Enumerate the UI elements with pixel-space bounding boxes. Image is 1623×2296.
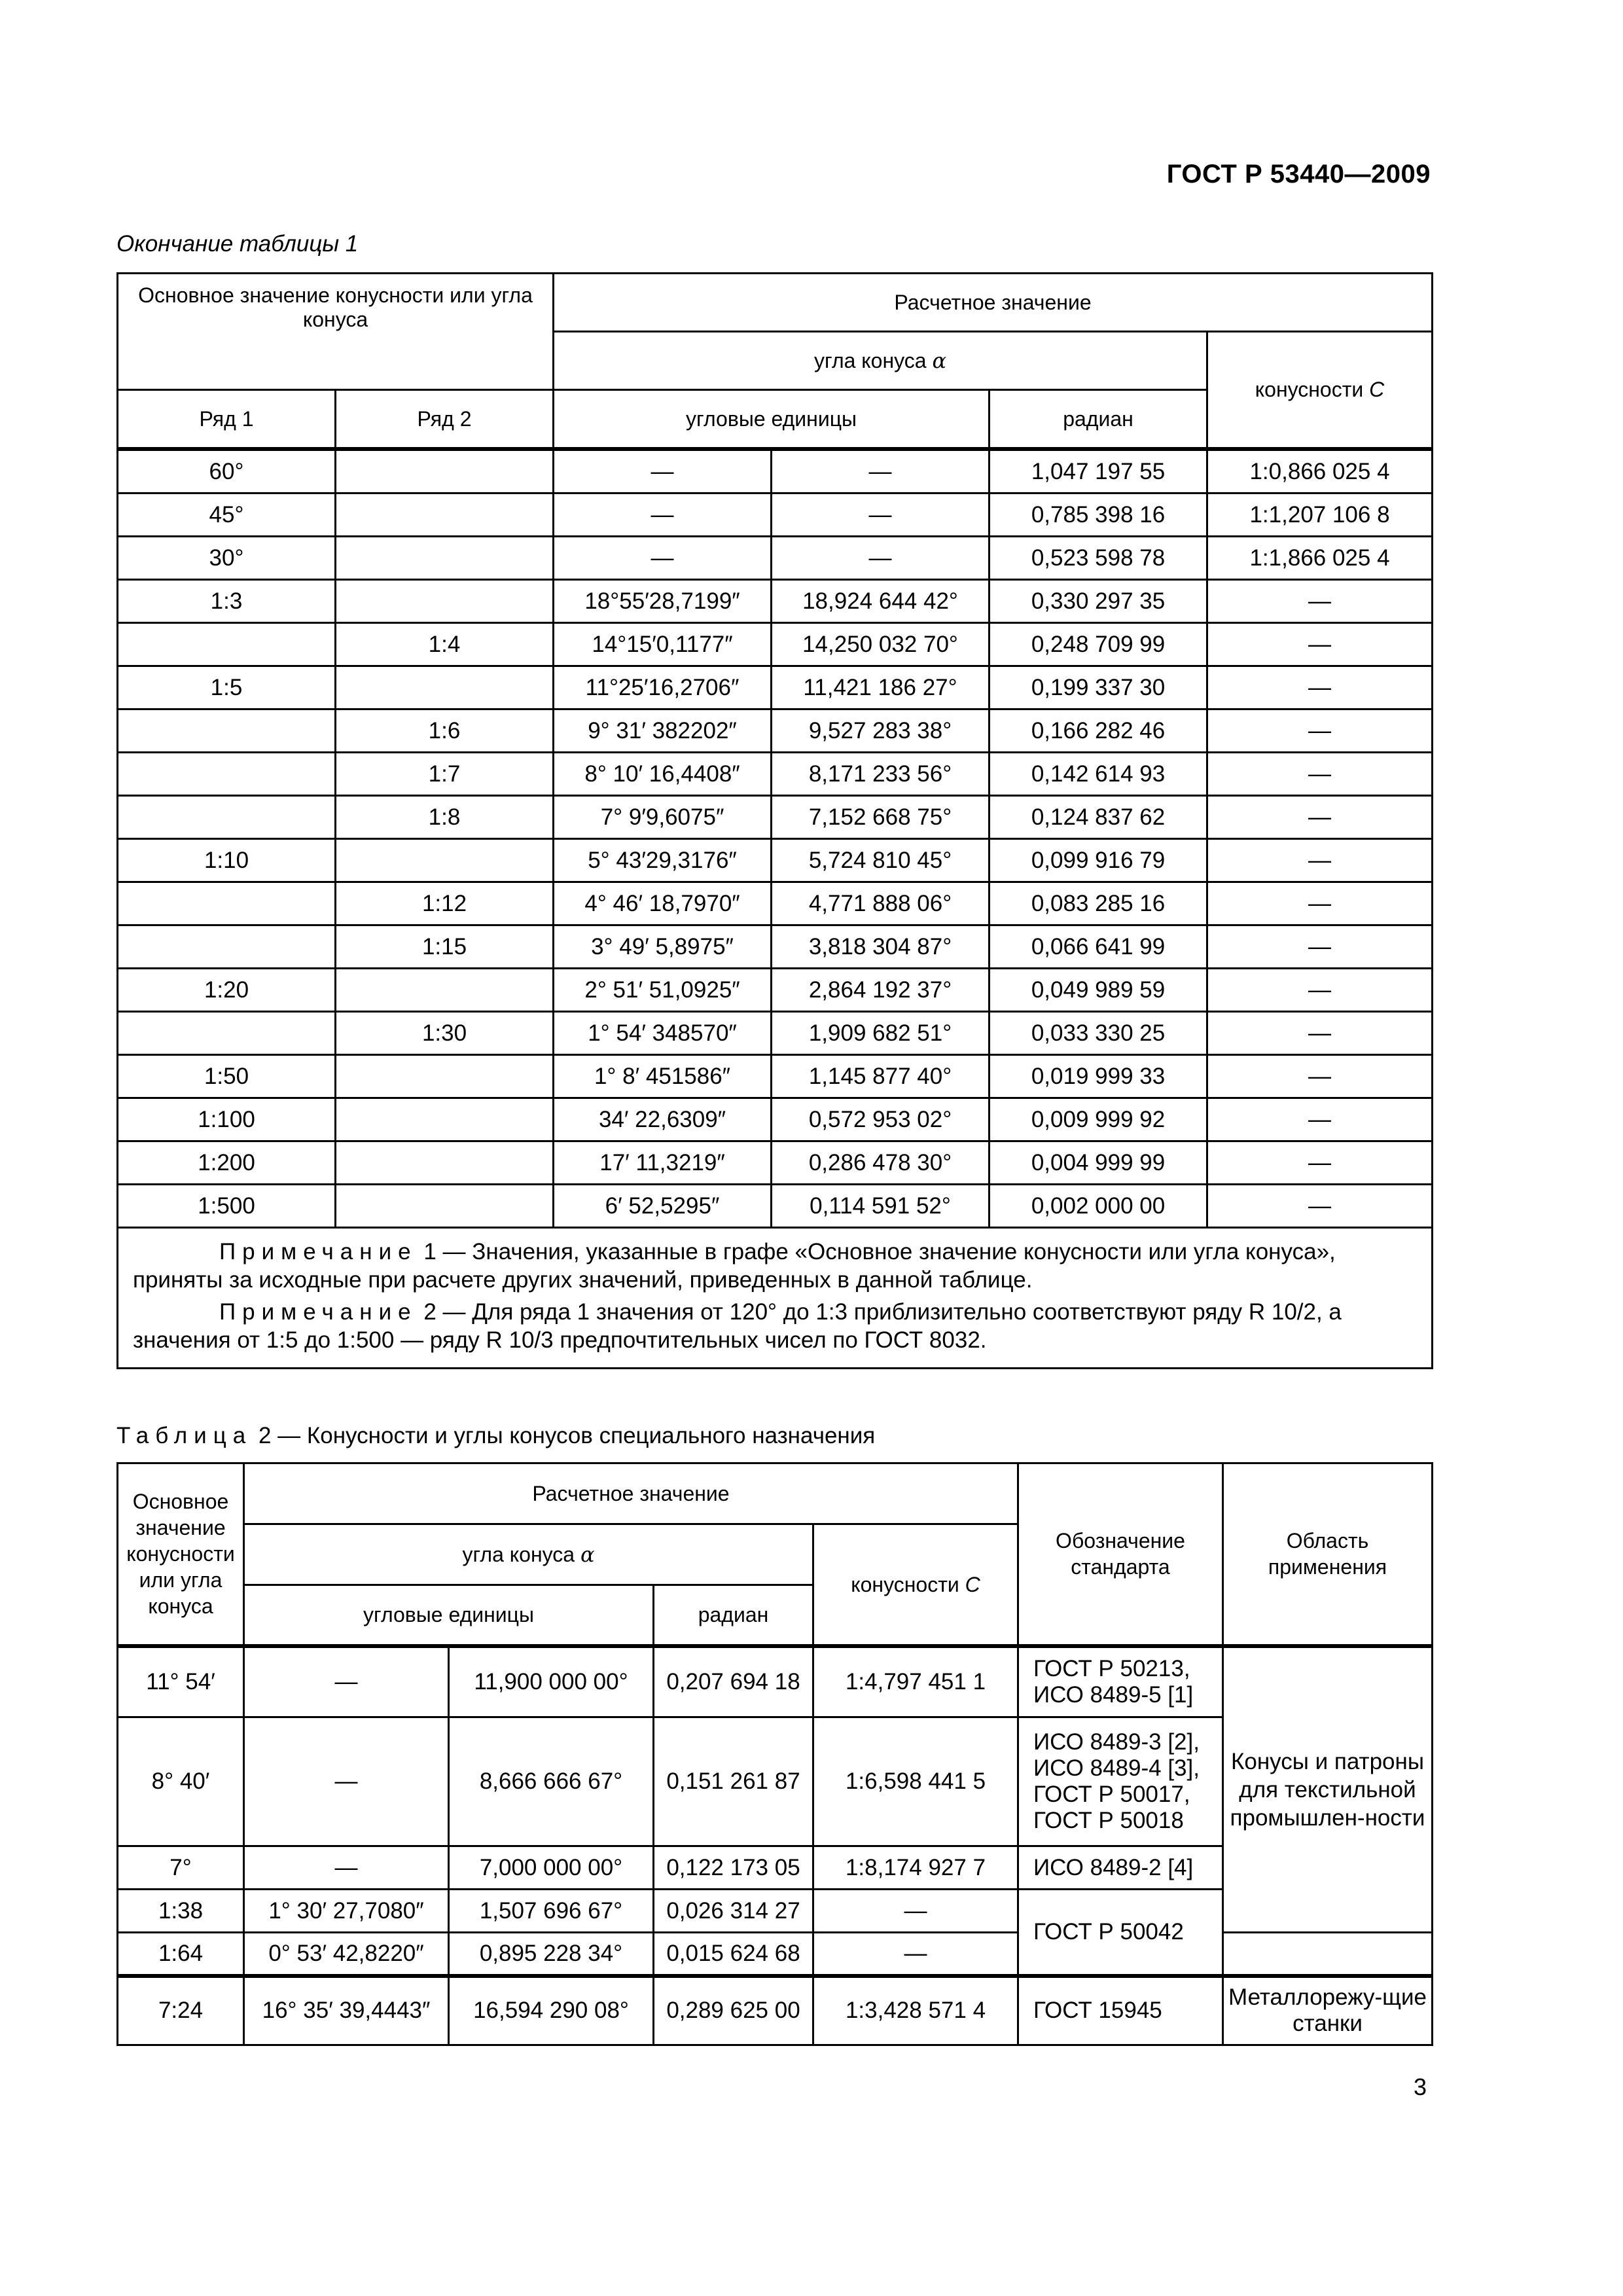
t2-taper-cell: 1:3,428 571 4 [813,1976,1018,2045]
table1-body [118,449,1433,1228]
t2-dms-cell: 16° 35′ 39,4443″ [244,1976,449,2045]
table1-row [118,1098,1433,1141]
t1-dms-cell: 9° 31′ 382202″ [554,709,772,753]
t2-header-radian: радиан [654,1585,813,1646]
t1-taper-cell: — [1207,925,1433,969]
t1-row1-cell [118,753,336,796]
t1-taper-cell: — [1207,580,1433,623]
t1-row1-cell: 1:5 [118,666,336,709]
t2-header-cone-angle: угла конуса α [244,1524,813,1585]
t2-deg-cell: 11,900 000 00° [449,1646,654,1717]
t2-standard-cell: ГОСТ 15945 [1018,1976,1223,2045]
t1-row2-cell [336,1185,554,1228]
t1-deg-cell: — [772,449,990,493]
t2-rad-cell: 0,207 694 18 [654,1646,813,1717]
t1-deg-cell: 2,864 192 37° [772,969,990,1012]
t1-rad-cell: 0,009 999 92 [990,1098,1207,1141]
t1-row1-cell: 1:200 [118,1141,336,1185]
t1-header-row1: Ряд 1 [118,390,336,450]
t1-row2-cell [336,537,554,580]
t2-rad-cell: 0,151 261 87 [654,1717,813,1846]
t2-rad-cell: 0,015 624 68 [654,1933,813,1976]
t1-rad-cell: 0,004 999 99 [990,1141,1207,1185]
t1-dms-cell: — [554,449,772,493]
t2-basic-cell: 7:24 [118,1976,244,2045]
t2-basic-cell: 8° 40′ [118,1717,244,1846]
t1-deg-cell: 14,250 032 70° [772,623,990,666]
t2-rad-cell: 0,289 625 00 [654,1976,813,2045]
t2-deg-cell: 7,000 000 00° [449,1846,654,1890]
t1-deg-cell: 0,286 478 30° [772,1141,990,1185]
t2-basic-cell: 1:38 [118,1890,244,1933]
t1-row1-cell [118,882,336,925]
t1-row1-cell [118,925,336,969]
t2-taper-cell: 1:8,174 927 7 [813,1846,1018,1890]
t1-row1-cell: 1:50 [118,1055,336,1098]
t1-row2-cell [336,449,554,493]
t1-rad-cell: 1,047 197 55 [990,449,1207,493]
t2-rad-cell: 0,122 173 05 [654,1846,813,1890]
t1-row2-cell: 1:8 [336,796,554,839]
t1-taper-cell: — [1207,839,1433,882]
t1-taper-cell: — [1207,796,1433,839]
t1-rad-cell: 0,248 709 99 [990,623,1207,666]
t1-row1-cell: 60° [118,449,336,493]
t1-deg-cell: 4,771 888 06° [772,882,990,925]
t1-dms-cell: 6′ 52,5295″ [554,1185,772,1228]
table2 [116,1462,1433,2046]
t1-row1-cell: 1:20 [118,969,336,1012]
table1-row [118,796,1433,839]
t2-taper-cell: — [813,1890,1018,1933]
t1-row2-cell [336,580,554,623]
t1-row2-cell [336,1055,554,1098]
table1-row [118,1185,1433,1228]
t1-taper-cell: — [1207,1012,1433,1055]
t2-header-angular-units: угловые единицы [244,1585,654,1646]
table1-row [118,666,1433,709]
t1-deg-cell: 0,572 953 02° [772,1098,990,1141]
t1-rad-cell: 0,142 614 93 [990,753,1207,796]
table1-row [118,882,1433,925]
t1-rad-cell: 0,199 337 30 [990,666,1207,709]
table2-row [118,1646,1433,1717]
t1-row2-cell [336,493,554,537]
page-number: 3 [1413,2073,1427,2100]
document-id: ГОСТ Р 53440—2009 [1166,160,1431,188]
t1-deg-cell: 0,114 591 52° [772,1185,990,1228]
t1-rad-cell: 0,033 330 25 [990,1012,1207,1055]
t1-header-cone-angle: угла конуса α [554,332,1207,390]
t2-application-textile: Конусы и патроны для текстильной промышлен-ности [1223,1646,1433,1933]
t2-deg-cell: 8,666 666 67° [449,1717,654,1846]
t1-dms-cell: 5° 43′29,3176″ [554,839,772,882]
t2-taper-cell: 1:4,797 451 1 [813,1646,1018,1717]
t1-taper-cell: — [1207,753,1433,796]
table1-row [118,1055,1433,1098]
t2-standard-cell: ГОСТ Р 50213, ИСО 8489-5 [1] [1018,1646,1223,1717]
t1-deg-cell: 3,818 304 87° [772,925,990,969]
t1-row2-cell: 1:4 [336,623,554,666]
t1-rad-cell: 0,166 282 46 [990,709,1207,753]
table2-caption: Таблица 2 — Конусности и углы конусов специального назначения [116,1423,876,1448]
t1-dms-cell: — [554,537,772,580]
t2-header-taper: конусности C [813,1524,1018,1646]
t1-dms-cell: 2° 51′ 51,0925″ [554,969,772,1012]
t1-row2-cell: 1:7 [336,753,554,796]
table2-row [118,1976,1433,2045]
t1-taper-cell: — [1207,623,1433,666]
t2-standard-merged: ГОСТ Р 50042 [1018,1890,1223,1976]
t1-header-radian: радиан [990,390,1207,450]
t1-row1-cell: 1:500 [118,1185,336,1228]
table2-row [118,1933,1433,1976]
t2-deg-cell: 0,895 228 34° [449,1933,654,1976]
t1-taper-cell: — [1207,882,1433,925]
t1-rad-cell: 0,049 989 59 [990,969,1207,1012]
table1-row [118,709,1433,753]
t2-dms-cell: — [244,1846,449,1890]
t1-row1-cell [118,1012,336,1055]
t1-dms-cell: 1° 54′ 348570″ [554,1012,772,1055]
table1-row [118,623,1433,666]
t1-dms-cell: 4° 46′ 18,7970″ [554,882,772,925]
t1-rad-cell: 0,002 000 00 [990,1185,1207,1228]
t2-deg-cell: 1,507 696 67° [449,1890,654,1933]
t1-taper-cell: — [1207,1185,1433,1228]
t2-deg-cell: 16,594 290 08° [449,1976,654,2045]
t1-row1-cell [118,709,336,753]
t2-application-machine: Металлорежу-щие станки [1223,1976,1433,2045]
t1-dms-cell: 11°25′16,2706″ [554,666,772,709]
t1-deg-cell: 8,171 233 56° [772,753,990,796]
table1-row [118,1012,1433,1055]
t1-header-taper: конусности C [1207,332,1433,450]
t2-basic-cell: 11° 54′ [118,1646,244,1717]
t2-rad-cell: 0,026 314 27 [654,1890,813,1933]
t1-deg-cell: — [772,537,990,580]
t1-header-calculated: Расчетное значение [554,274,1433,332]
t1-row2-cell: 1:12 [336,882,554,925]
t1-row2-cell [336,1098,554,1141]
t1-deg-cell: 11,421 186 27° [772,666,990,709]
t1-deg-cell: 1,909 682 51° [772,1012,990,1055]
t2-application-empty [1223,1933,1433,1976]
t1-rad-cell: 0,785 398 16 [990,493,1207,537]
t1-deg-cell: 9,527 283 38° [772,709,990,753]
t1-row2-cell [336,666,554,709]
t2-header-application: Область применения [1223,1463,1433,1646]
t1-row1-cell: 1:3 [118,580,336,623]
t1-taper-cell: — [1207,969,1433,1012]
table1-row [118,753,1433,796]
t1-dms-cell: — [554,493,772,537]
t1-taper-cell: 1:1,866 025 4 [1207,537,1433,580]
table1-row [118,969,1433,1012]
t1-deg-cell: — [772,493,990,537]
table1-row [118,925,1433,969]
t1-row2-cell: 1:6 [336,709,554,753]
t1-row2-cell [336,839,554,882]
t1-row2-cell [336,1141,554,1185]
t1-row2-cell: 1:30 [336,1012,554,1055]
t1-rad-cell: 0,099 916 79 [990,839,1207,882]
t1-deg-cell: 18,924 644 42° [772,580,990,623]
t2-dms-cell: 0° 53′ 42,8220″ [244,1933,449,1976]
table1-caption: Окончание таблицы 1 [116,231,359,257]
t1-taper-cell: 1:0,866 025 4 [1207,449,1433,493]
t1-rad-cell: 0,124 837 62 [990,796,1207,839]
t1-row1-cell: 45° [118,493,336,537]
t1-taper-cell: — [1207,1055,1433,1098]
t1-row2-cell [336,969,554,1012]
t1-row2-cell: 1:15 [336,925,554,969]
t1-row1-cell: 1:100 [118,1098,336,1141]
t2-header-basic-value: Основное значение конусности или угла конуса [118,1463,244,1646]
t1-row1-cell [118,796,336,839]
t2-dms-cell: 1° 30′ 27,7080″ [244,1890,449,1933]
t2-taper-cell: — [813,1933,1018,1976]
t2-standard-cell: ИСО 8489-3 [2], ИСО 8489-4 [3], ГОСТ Р 50017, ГОСТ Р 50018 [1018,1717,1223,1846]
t2-header-standard: Обозначение стандарта [1018,1463,1223,1646]
table1-row [118,493,1433,537]
t1-dms-cell: 14°15′0,1177″ [554,623,772,666]
table1-row [118,1141,1433,1185]
t1-dms-cell: 34′ 22,6309″ [554,1098,772,1141]
t2-taper-cell: 1:6,598 441 5 [813,1717,1018,1846]
t2-basic-cell: 7° [118,1846,244,1890]
table1-row [118,839,1433,882]
t1-row1-cell: 30° [118,537,336,580]
t1-dms-cell: 17′ 11,3219″ [554,1141,772,1185]
table1-note-1: Примечание 1 — Значения, указанные в графе «Основное значение конусности или угла конуса», приняты за исходные при расчете других значений, приведенных в данной таблице. [133,1239,1336,1293]
t1-deg-cell: 1,145 877 40° [772,1055,990,1098]
t1-rad-cell: 0,523 598 78 [990,537,1207,580]
t1-dms-cell: 7° 9′9,6075″ [554,796,772,839]
t2-header-calculated: Расчетное значение [244,1463,1018,1524]
table1-row [118,580,1433,623]
t1-dms-cell: 1° 8′ 451586″ [554,1055,772,1098]
t1-dms-cell: 18°55′28,7199″ [554,580,772,623]
t1-taper-cell: — [1207,1141,1433,1185]
t1-row1-cell: 1:10 [118,839,336,882]
t1-taper-cell: — [1207,709,1433,753]
t2-basic-cell: 1:64 [118,1933,244,1976]
t1-dms-cell: 3° 49′ 5,8975″ [554,925,772,969]
t2-dms-cell: — [244,1646,449,1717]
table1-notes [118,1228,1433,1369]
t1-rad-cell: 0,083 285 16 [990,882,1207,925]
t1-header-row2: Ряд 2 [336,390,554,450]
table1-note-2: Примечание 2 — Для ряда 1 значения от 120° до 1:3 приблизительно соответствуют ряду R 10/2, а значения от 1:5 до 1:500 — ряду R 10/3 предпочтительных чисел по ГОСТ 8032. [133,1299,1342,1353]
table1-row [118,449,1433,493]
t1-rad-cell: 0,019 999 33 [990,1055,1207,1098]
t1-taper-cell: 1:1,207 106 8 [1207,493,1433,537]
t1-rad-cell: 0,330 297 35 [990,580,1207,623]
t1-header-basic-value: Основное значение конусности или угла конуса [118,274,554,390]
t1-deg-cell: 5,724 810 45° [772,839,990,882]
t1-taper-cell: — [1207,1098,1433,1141]
t1-row1-cell [118,623,336,666]
table1-row [118,537,1433,580]
t1-dms-cell: 8° 10′ 16,4408″ [554,753,772,796]
t1-deg-cell: 7,152 668 75° [772,796,990,839]
t1-rad-cell: 0,066 641 99 [990,925,1207,969]
table1 [116,272,1433,1369]
t1-taper-cell: — [1207,666,1433,709]
t2-standard-cell: ИСО 8489-2 [4] [1018,1846,1223,1890]
t1-header-angular-units: угловые единицы [554,390,990,450]
t2-dms-cell: — [244,1717,449,1846]
